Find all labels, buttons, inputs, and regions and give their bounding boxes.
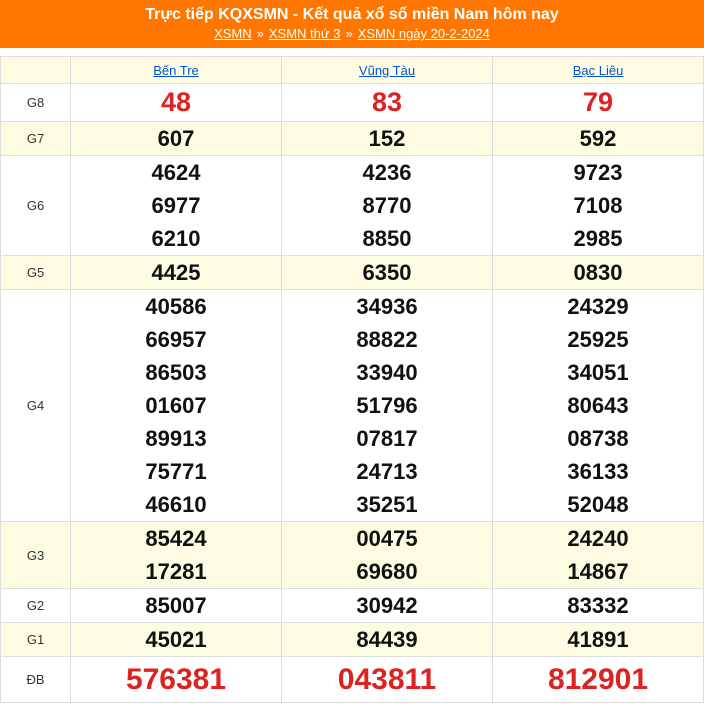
prize-number: 83 (371, 87, 403, 117)
prize-label: G3 (1, 522, 71, 589)
prize-cell-bac-lieu (493, 84, 704, 122)
prize-number: 33940 (356, 360, 418, 385)
breadcrumb-xsmn-date[interactable]: XSMN ngày 20-2-2024 (357, 26, 490, 41)
prize-number: 08738 (567, 426, 629, 451)
prize-number: 46610 (145, 492, 207, 517)
breadcrumb (214, 25, 490, 43)
prize-cell-ben-tre (71, 657, 282, 703)
province-header-row (1, 57, 704, 84)
header-corner (1, 57, 71, 84)
prize-number: 35251 (356, 492, 418, 517)
prize-number: 66957 (145, 327, 207, 352)
prize-label: G1 (1, 623, 71, 657)
breadcrumb-xsmn-thu-3[interactable]: XSMN thứ 3 (268, 26, 341, 41)
prize-label: G2 (1, 589, 71, 623)
prize-row-g4 (1, 290, 704, 522)
prize-cell-bac-lieu (493, 657, 704, 703)
results-table (0, 56, 704, 703)
prize-row-g8 (1, 84, 704, 122)
prize-cell-vung-tau (282, 122, 493, 156)
prize-cell-ben-tre (71, 84, 282, 122)
prize-cell-ben-tre (71, 122, 282, 156)
prize-number: 36133 (567, 459, 629, 484)
prize-row-g1 (1, 623, 704, 657)
prize-cell-vung-tau (282, 290, 493, 522)
prize-row-g5 (1, 256, 704, 290)
prize-cell-vung-tau (282, 156, 493, 256)
prize-cell-ben-tre (71, 256, 282, 290)
prize-cell-vung-tau (282, 623, 493, 657)
prize-cell-bac-lieu (493, 290, 704, 522)
prize-number: 48 (160, 87, 192, 117)
prize-number: 4624 (151, 160, 201, 185)
prize-number: 6977 (151, 193, 201, 218)
prize-cell-vung-tau (282, 522, 493, 589)
prize-number: 83332 (567, 593, 629, 618)
prize-number: 41891 (567, 627, 629, 652)
prize-number: 34051 (567, 360, 629, 385)
prize-number: 25925 (567, 327, 629, 352)
prize-label: ĐB (1, 657, 71, 703)
prize-number: 88822 (356, 327, 418, 352)
prize-number: 14867 (567, 559, 629, 584)
prize-number: 4425 (151, 260, 201, 285)
prize-cell-ben-tre (71, 589, 282, 623)
breadcrumb-xsmn[interactable]: XSMN (214, 26, 252, 41)
prize-number: 79 (582, 87, 614, 117)
prize-label: G5 (1, 256, 71, 290)
prize-number: 51796 (356, 393, 418, 418)
breadcrumb-separator: » (345, 26, 353, 41)
prize-number: 45021 (145, 627, 207, 652)
prize-number: 24329 (567, 294, 629, 319)
province-link-ben-tre[interactable]: Bến Tre (153, 62, 199, 78)
prize-label: G8 (1, 84, 71, 122)
province-header-vung-tau (282, 57, 493, 84)
prize-number: 812901 (547, 663, 649, 696)
prize-cell-ben-tre (71, 290, 282, 522)
prize-number: 8850 (362, 226, 412, 251)
prize-number: 89913 (145, 426, 207, 451)
prize-row-g7 (1, 122, 704, 156)
province-link-bac-lieu[interactable]: Bạc Liêu (572, 62, 624, 78)
prize-number: 6350 (362, 260, 412, 285)
prize-row-g6 (1, 156, 704, 256)
prize-number: 9723 (573, 160, 623, 185)
prize-number: 52048 (567, 492, 629, 517)
prize-number: 043811 (337, 663, 437, 696)
prize-cell-bac-lieu (493, 256, 704, 290)
prize-number: 2985 (573, 226, 623, 251)
prize-cell-vung-tau (282, 84, 493, 122)
prize-number: 17281 (145, 559, 207, 584)
prize-row-g2 (1, 589, 704, 623)
prize-cell-ben-tre (71, 156, 282, 256)
prize-number: 592 (579, 126, 617, 151)
prize-cell-ben-tre (71, 522, 282, 589)
prize-number: 152 (368, 126, 406, 151)
prize-number: 4236 (362, 160, 412, 185)
prize-number: 01607 (145, 393, 207, 418)
prize-row-db (1, 657, 704, 703)
prize-number: 84439 (356, 627, 418, 652)
prize-number: 75771 (145, 459, 207, 484)
page-header (0, 0, 704, 48)
prize-number: 69680 (356, 559, 418, 584)
prize-number: 24713 (356, 459, 418, 484)
prize-cell-bac-lieu (493, 122, 704, 156)
prize-label: G4 (1, 290, 71, 522)
prize-number: 80643 (567, 393, 629, 418)
prize-cell-ben-tre (71, 623, 282, 657)
prize-cell-bac-lieu (493, 156, 704, 256)
province-header-bac-lieu (493, 57, 704, 84)
prize-label: G7 (1, 122, 71, 156)
prize-number: 0830 (573, 260, 623, 285)
prize-number: 85007 (145, 593, 207, 618)
prize-row-g3 (1, 522, 704, 589)
prize-number: 24240 (567, 526, 629, 551)
province-header-ben-tre (71, 57, 282, 84)
prize-number: 07817 (356, 426, 418, 451)
prize-number: 7108 (573, 193, 623, 218)
prize-cell-bac-lieu (493, 589, 704, 623)
page-title: Trực tiếp KQXSMN - Kết quả xổ số miền Nam hôm nay (145, 6, 559, 23)
prize-number: 00475 (356, 526, 418, 551)
prize-label: G6 (1, 156, 71, 256)
prize-cell-vung-tau (282, 256, 493, 290)
prize-cell-bac-lieu (493, 623, 704, 657)
prize-number: 40586 (145, 294, 207, 319)
prize-number: 30942 (356, 593, 418, 618)
prize-cell-bac-lieu (493, 522, 704, 589)
prize-number: 607 (157, 126, 195, 151)
breadcrumb-separator: » (256, 26, 264, 41)
province-link-vung-tau[interactable]: Vũng Tàu (358, 62, 416, 78)
prize-number: 85424 (145, 526, 207, 551)
prize-number: 6210 (151, 226, 201, 251)
prize-number: 8770 (362, 193, 412, 218)
prize-number: 576381 (125, 663, 227, 696)
prize-cell-vung-tau (282, 589, 493, 623)
prize-cell-vung-tau (282, 657, 493, 703)
prize-number: 34936 (356, 294, 418, 319)
prize-number: 86503 (145, 360, 207, 385)
